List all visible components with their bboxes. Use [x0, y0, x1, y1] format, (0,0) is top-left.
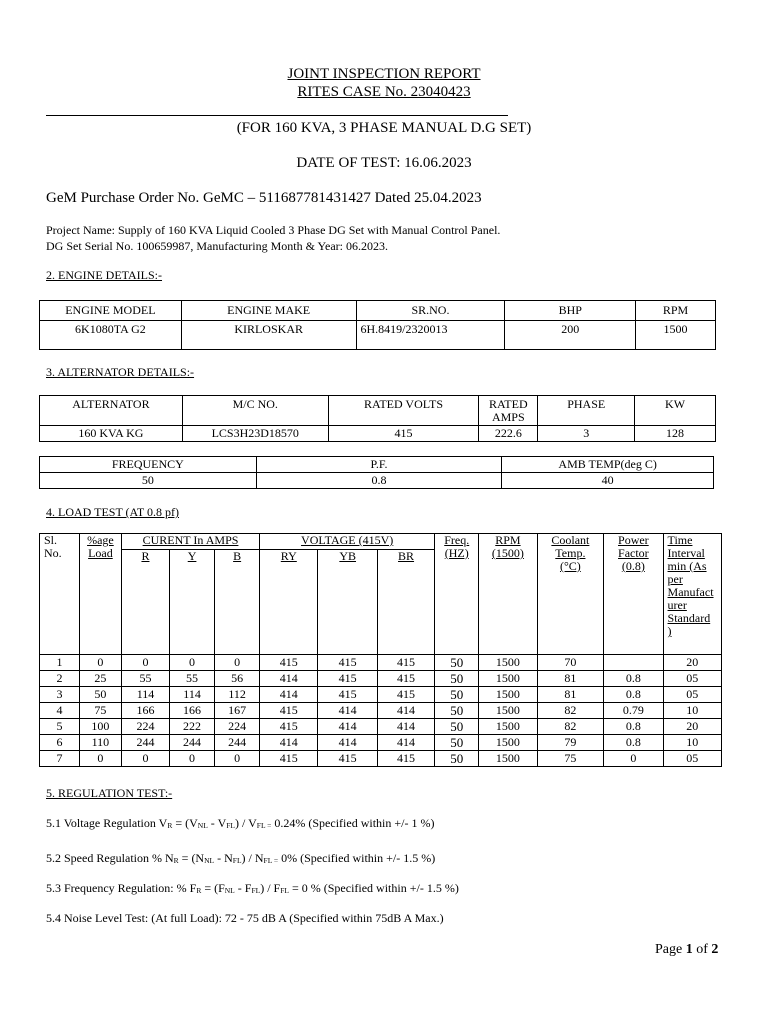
power-label: Power [618, 533, 649, 547]
table-cell: 5 [40, 719, 80, 735]
table-cell: 0 [79, 655, 121, 671]
table-cell: 20 [663, 719, 721, 735]
dg-serial: DG Set Serial No. 100659987, Manufacturing Month & Year: 06.2023. [46, 239, 388, 253]
project-name: Project Name: Supply of 160 KVA Liquid Cooled 3 Phase DG Set with Manual Control Panel. [46, 223, 501, 237]
table-row [40, 751, 722, 767]
freq-header [435, 534, 479, 655]
time-label-line: Interval [667, 546, 705, 560]
reg-sub: NL [204, 856, 215, 865]
page-total: 2 [711, 942, 719, 957]
load-label: Load [88, 546, 113, 560]
reg-text: ) / V [235, 816, 257, 830]
table-cell: 415 [377, 671, 434, 687]
table-cell: 222 [170, 719, 215, 735]
table-cell [604, 655, 663, 671]
table-cell: 6K1080TA G2 [40, 321, 182, 350]
page-current: 1 [685, 942, 693, 957]
reg-sub: FL = [263, 856, 279, 865]
table-cell: 200 [505, 321, 636, 350]
reg-text: - F [234, 881, 252, 895]
table-header: ENGINE MAKE [181, 301, 356, 321]
reg-sub: NL [197, 821, 208, 830]
load-test-body [40, 655, 722, 767]
table-cell: 4 [40, 703, 80, 719]
table-cell: 0.8 [604, 735, 663, 751]
table-cell: 114 [121, 687, 169, 703]
celsius-label: (°C) [559, 559, 581, 573]
engine-header-row [40, 301, 716, 321]
table-cell: 7 [40, 751, 80, 767]
table-cell: 414 [260, 671, 318, 687]
table-cell: 0.8 [604, 671, 663, 687]
time-label-line: Time [667, 533, 693, 547]
table-header: RPM [636, 301, 716, 321]
alternator2-data-row [40, 473, 714, 489]
table-cell: 50 [435, 671, 479, 687]
engine-table [39, 300, 716, 350]
table-cell: 10 [663, 703, 721, 719]
table-cell: 112 [215, 687, 260, 703]
table-cell: 167 [215, 703, 260, 719]
table-cell: 244 [121, 735, 169, 751]
alternator-table [39, 395, 716, 442]
table-header: FREQUENCY [40, 457, 257, 473]
reg-text: ) / F [260, 881, 281, 895]
table-cell: 128 [635, 426, 716, 442]
alternator-header-row [40, 396, 716, 426]
table-cell: 1 [40, 655, 80, 671]
table-cell: 415 [318, 751, 377, 767]
table-cell: 100 [79, 719, 121, 735]
time-label-line: Manufact [667, 585, 714, 599]
freq-label: Freq. [444, 533, 470, 547]
table-cell: 0 [121, 751, 169, 767]
table-row [40, 687, 722, 703]
factor-label: Factor [618, 546, 649, 560]
page-of: of [692, 942, 712, 957]
table-cell: 0 [170, 655, 215, 671]
table-cell: 0 [170, 751, 215, 767]
table-cell: 50 [435, 703, 479, 719]
alternator-table-2 [39, 456, 714, 489]
page-number [655, 942, 718, 958]
table-row [40, 655, 722, 671]
table-cell: 20 [663, 655, 721, 671]
reg-text: 0.24% (Specified within +/- 1 %) [271, 816, 435, 830]
table-cell: 415 [377, 655, 434, 671]
table-header: BHP [505, 301, 636, 321]
table-cell: 244 [215, 735, 260, 751]
table-cell: 6 [40, 735, 80, 751]
table-cell: 222.6 [479, 426, 538, 442]
rpm-rated-label: (1500) [491, 546, 524, 560]
table-cell: 1500 [479, 719, 537, 735]
table-cell: 415 [318, 687, 377, 703]
reg-sub: FL = [256, 821, 272, 830]
rpm-header [479, 534, 537, 655]
table-cell: 1500 [636, 321, 716, 350]
table-cell: 05 [663, 671, 721, 687]
table-cell: 415 [260, 719, 318, 735]
load-test-table [39, 533, 722, 767]
load-header-row-1 [40, 534, 722, 550]
power-factor-header [604, 534, 663, 655]
purchase-order: GeM Purchase Order No. GeMC – 511687781431427 Dated 25.04.2023 [46, 190, 482, 206]
table-cell: 414 [318, 703, 377, 719]
table-cell: 415 [260, 751, 318, 767]
table-row [40, 703, 722, 719]
table-cell: 0.8 [256, 473, 502, 489]
table-cell: 0 [215, 655, 260, 671]
ry-header: RY [260, 550, 318, 655]
table-cell: 56 [215, 671, 260, 687]
reg-sub: FL [232, 856, 242, 865]
table-cell: LCS3H23D18570 [182, 426, 328, 442]
alternator2-header-row [40, 457, 714, 473]
table-cell: 415 [318, 655, 377, 671]
table-cell: 415 [260, 703, 318, 719]
time-label-line: min (As [667, 559, 707, 573]
table-cell: 3 [538, 426, 635, 442]
regulation-heading: 5. REGULATION TEST:- [46, 786, 173, 800]
table-cell: 415 [328, 426, 479, 442]
table-cell: 0.8 [604, 719, 663, 735]
hz-label: (HZ) [444, 546, 469, 560]
table-header: RATED VOLTS [328, 396, 479, 426]
table-cell: 160 KVA KG [40, 426, 183, 442]
table-cell: 40 [502, 473, 714, 489]
age-label: %age [87, 533, 114, 547]
table-cell: 0 [79, 751, 121, 767]
table-cell: 1500 [479, 751, 537, 767]
table-row [40, 671, 722, 687]
reg-text: ) / N [241, 851, 264, 865]
table-header [479, 396, 538, 426]
table-cell: 1500 [479, 671, 537, 687]
reg-text: - N [214, 851, 233, 865]
table-cell: 55 [121, 671, 169, 687]
pf-rated-label: (0.8) [621, 559, 645, 573]
table-cell: 05 [663, 751, 721, 767]
table-cell: 224 [121, 719, 169, 735]
coolant-header [537, 534, 604, 655]
table-cell: 50 [40, 473, 257, 489]
table-cell: 415 [260, 655, 318, 671]
table-cell: 415 [377, 687, 434, 703]
table-header: ALTERNATOR [40, 396, 183, 426]
coolant-label: Coolant [551, 533, 590, 547]
table-row [40, 735, 722, 751]
reg-sub: R [167, 821, 173, 830]
table-cell: 82 [537, 703, 604, 719]
current-header: CURENT In AMPS [121, 534, 259, 550]
table-cell: 79 [537, 735, 604, 751]
reg-sub: FL [251, 886, 261, 895]
reg-sub: NL [224, 886, 235, 895]
time-label-line: Standard [667, 611, 711, 625]
table-header: AMB TEMP(deg C) [502, 457, 714, 473]
table-cell: 414 [377, 703, 434, 719]
header-rule [46, 115, 508, 116]
engine-heading: 2. ENGINE DETAILS:- [46, 268, 163, 282]
table-cell: 2 [40, 671, 80, 687]
speed-regulation [46, 851, 435, 866]
table-header: SR.NO. [356, 301, 505, 321]
table-cell: 81 [537, 671, 604, 687]
table-header: PHASE [538, 396, 635, 426]
table-cell: 0.79 [604, 703, 663, 719]
table-cell: 415 [377, 751, 434, 767]
table-cell: 55 [170, 671, 215, 687]
alternator-data-row [40, 426, 716, 442]
table-cell: 05 [663, 687, 721, 703]
table-cell: 25 [79, 671, 121, 687]
table-cell: 414 [377, 719, 434, 735]
amps-label: AMPS [491, 410, 525, 424]
reg-sub: FL [226, 821, 236, 830]
reg-text: - V [207, 816, 227, 830]
table-cell: 75 [537, 751, 604, 767]
reg-text: 5.3 Frequency Regulation: % F [46, 881, 197, 895]
table-cell: 50 [435, 719, 479, 735]
b-header: B [215, 550, 260, 655]
no-label: No. [44, 546, 62, 560]
report-subtitle: (FOR 160 KVA, 3 PHASE MANUAL D.G SET) [236, 120, 532, 136]
table-cell: 244 [170, 735, 215, 751]
table-cell: 50 [435, 735, 479, 751]
table-cell: 50 [435, 751, 479, 767]
noise-level-test: 5.4 Noise Level Test: (At full Load): 72 - 75 dB A (Specified within 75dB A Max.) [46, 911, 444, 925]
report-title: JOINT INSPECTION REPORT [287, 66, 481, 82]
alternator-heading: 3. ALTERNATOR DETAILS:- [46, 365, 195, 379]
table-cell: 166 [170, 703, 215, 719]
table-cell: 50 [435, 687, 479, 703]
table-cell: 3 [40, 687, 80, 703]
table-cell: 1500 [479, 687, 537, 703]
table-cell: 1500 [479, 735, 537, 751]
table-cell: 0.8 [604, 687, 663, 703]
time-label-line: ) [667, 624, 672, 638]
reg-text: = 0 % (Specified within +/- 1.5 %) [288, 881, 459, 895]
load-test-heading: 4. LOAD TEST (AT 0.8 pf) [46, 505, 179, 519]
table-cell: 224 [215, 719, 260, 735]
reg-text: = (F [201, 881, 225, 895]
table-cell: 414 [260, 687, 318, 703]
table-cell: 414 [318, 719, 377, 735]
table-cell: 0 [604, 751, 663, 767]
voltage-header: VOLTAGE (415V) [260, 534, 435, 550]
y-header: Y [170, 550, 215, 655]
rpm-label: RPM [495, 533, 521, 547]
engine-data-row [40, 321, 716, 350]
rites-case-number: RITES CASE No. 23040423 [297, 84, 471, 100]
rated-label: RATED [488, 397, 528, 411]
table-cell: 114 [170, 687, 215, 703]
table-cell: 110 [79, 735, 121, 751]
r-header: R [121, 550, 169, 655]
table-cell: 70 [537, 655, 604, 671]
table-cell: 0 [121, 655, 169, 671]
table-header: ENGINE MODEL [40, 301, 182, 321]
table-header: P.F. [256, 457, 502, 473]
table-header: M/C NO. [182, 396, 328, 426]
sl-header [40, 534, 80, 655]
table-cell: 415 [318, 671, 377, 687]
date-of-test: DATE OF TEST: 16.06.2023 [296, 155, 472, 171]
temp-label: Temp. [555, 546, 586, 560]
time-interval-header [663, 534, 721, 655]
table-cell: 50 [435, 655, 479, 671]
table-cell: 166 [121, 703, 169, 719]
table-cell: 0 [215, 751, 260, 767]
reg-sub: R [196, 886, 202, 895]
table-cell: 10 [663, 735, 721, 751]
time-label-line: per [667, 572, 683, 586]
time-label-line: urer [667, 598, 687, 612]
reg-text: = (N [178, 851, 205, 865]
table-cell: 414 [377, 735, 434, 751]
table-cell: 414 [260, 735, 318, 751]
reg-text: = (V [172, 816, 198, 830]
table-header: KW [635, 396, 716, 426]
reg-text: 5.1 Voltage Regulation V [46, 816, 168, 830]
table-cell: 75 [79, 703, 121, 719]
reg-sub: FL [280, 886, 289, 895]
reg-sub: R [173, 856, 179, 865]
table-cell: KIRLOSKAR [181, 321, 356, 350]
table-cell: 1500 [479, 703, 537, 719]
table-cell: 414 [318, 735, 377, 751]
table-cell: 1500 [479, 655, 537, 671]
yb-header: YB [318, 550, 377, 655]
page-prefix: Page [655, 942, 686, 957]
table-row [40, 719, 722, 735]
frequency-regulation [46, 881, 459, 896]
table-cell: 82 [537, 719, 604, 735]
table-cell: 6H.8419/2320013 [356, 321, 505, 350]
reg-text: 0% (Specified within +/- 1.5 %) [278, 851, 436, 865]
reg-text: 5.2 Speed Regulation % N [46, 851, 174, 865]
voltage-regulation [46, 816, 434, 831]
sl-label: Sl. [44, 533, 58, 547]
table-cell: 50 [79, 687, 121, 703]
table-cell: 81 [537, 687, 604, 703]
br-header: BR [377, 550, 434, 655]
load-header [79, 534, 121, 655]
